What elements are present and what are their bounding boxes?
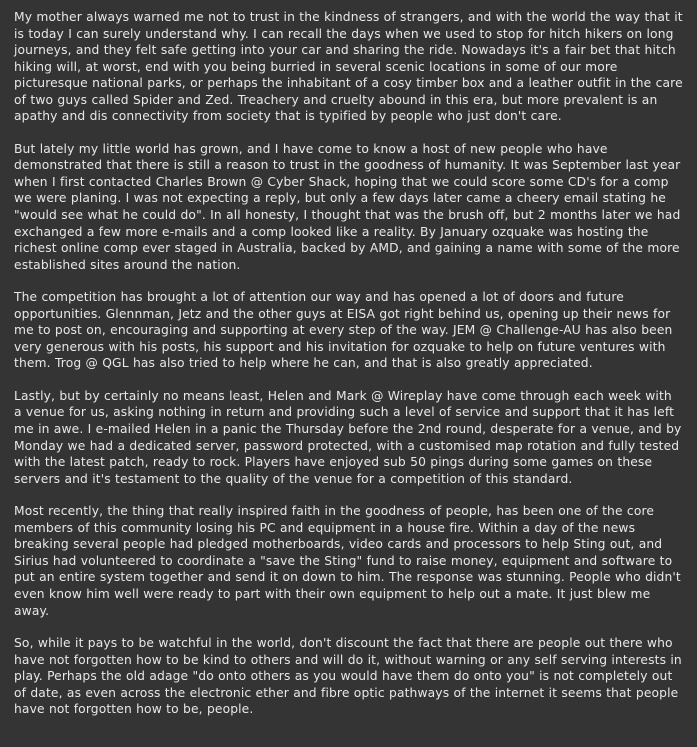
paragraph-4: Lastly, but by certainly no means least, Helen and Mark @ Wireplay have come through each week with a venue for us, asking nothing in return and providing such a level of service and support that it has left me in awe. I e-mailed Helen in a panic the Thursday before the 2nd round, desperate for a venue, and by Monday we had a dedicated server, password protected, with a customised map rotation and fully tested with the latest patch, ready to rock. Players have enjoyed sub 50 pings during some games on these servers and it's testament to the quality of the venue for a competition of this standard. bbox=[14, 388, 682, 486]
paragraph-3: The competition has brought a lot of attention our way and has opened a lot of doors and future opportunities. Glennman, Jetz and the other guys at EISA got right behind us, opening up their news for me to post on, encouraging and supporting at every step of the way. JEM @ Challenge-AU has also been very generous with his posts, his support and his invitation for ozquake to help on future ventures with them. Trog @ QGL has also tried to help where he can, and that is also greatly appreciated. bbox=[14, 290, 673, 371]
paragraph-6: So, while it pays to be watchful in the world, don't discount the fact that there are people out there who have not forgotten how to be kind to others and will do it, without warning or any self serving interests in play. Perhaps the old adage "do onto others as you would have them do onto you" is not completely out of date, as even across the electronic ether and fibre optic pathways of the internet it seems that people have not forgotten how to be, people. bbox=[14, 636, 682, 717]
paragraph-1: My mother always warned me not to trust in the kindness of strangers, and with the world the way that it is today I can surely understand why. I can recall the days when we used to stop for hitch hikers on long journeys, and they felt safe getting into your car and sharing the ride. Nowadays it's a fair bet that hitch hiking will, at worst, end with you being burried in several scenic locations in some of our more picturesque national parks, or perhaps the inhabitant of a cosy timber box and a leather outfit in the care of two guys called Spider and Zed. Treachery and cruelty abound in this era, but more prevalent is an apathy and dis connectivity from society that is typified by people who just don't care. bbox=[14, 10, 683, 124]
paragraph-2: But lately my little world has grown, and I have come to know a host of new people who have demonstrated that there is still a reason to trust in the goodness of humanity. It was September last year when I first contacted Charles Brown @ Cyber Shack, hoping that we could score some CD's for a comp we were planing. I was not expecting a reply, but only a few days later came a cheery email stating he "would see what he could do". In all honesty, I thought that was the brush off, but 2 months later we had exchanged a few more e-mails and a comp looked like a reality. By January ozquake was hosting the richest online comp ever staged in Australia, backed by AMD, and gaining a name with some of the more established sites around the nation. bbox=[14, 141, 681, 272]
paragraph-5: Most recently, the thing that really inspired faith in the goodness of people, has been one of the core members of this community losing his PC and equipment in a house fire. Within a day of the news breaking several people had pledged motherboards, video cards and processors to help Sting out, and Sirius had volunteered to coordinate a "save the Sting" fund to raise money, equipment and software to put an entire system together and send it on down to him. The response was stunning. People who didn't even know him well were ready to part with their own equipment to help out a mate. It just blew me away. bbox=[14, 504, 681, 618]
